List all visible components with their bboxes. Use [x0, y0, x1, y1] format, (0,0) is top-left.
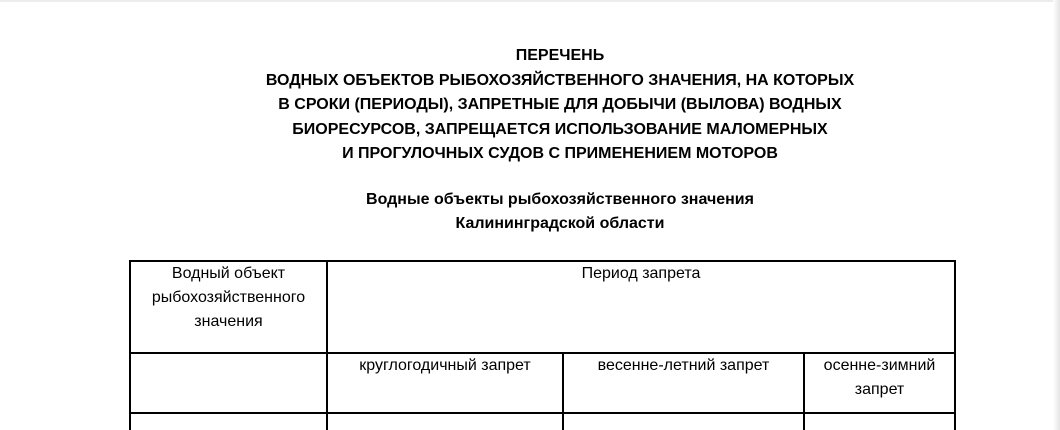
document-title — [200, 44, 920, 167]
title-line: БИОРЕСУРСОВ, ЗАПРЕЩАЕТСЯ ИСПОЛЬЗОВАНИЕ МАЛОМЕРНЫХ — [292, 120, 828, 138]
page-top-edge — [0, 0, 1060, 2]
table-cell — [130, 413, 327, 430]
subheader-cell-empty — [130, 353, 327, 413]
table-header-row — [130, 261, 955, 353]
subheader-cell-year-round: круглогодичный запрет — [327, 353, 563, 413]
subtitle-line: Калининградской области — [455, 215, 665, 232]
header-cell-water-object: Водный объект рыбохозяйственного значения — [130, 261, 327, 353]
table-subheader-row — [130, 353, 955, 413]
table-row — [130, 413, 955, 430]
subtitle-line: Водные объекты рыбохозяйственного значения — [366, 191, 754, 208]
table-cell — [327, 413, 563, 430]
subheader-cell-spring-summer: весенне-летний запрет — [563, 353, 804, 413]
table-cell — [804, 413, 955, 430]
title-line: ПЕРЕЧЕНЬ — [515, 47, 605, 64]
ban-periods-table — [129, 260, 956, 430]
page-right-edge-shadow — [1053, 0, 1060, 430]
table-cell — [563, 413, 804, 430]
header-cell-ban-period: Период запрета — [327, 261, 955, 353]
subheader-cell-autumn-winter: осенне-зимний запрет — [804, 353, 955, 413]
title-line: В СРОКИ (ПЕРИОДЫ), ЗАПРЕТНЫЕ ДЛЯ ДОБЫЧИ (ВЫЛОВА) ВОДНЫХ — [278, 96, 842, 113]
title-line: ВОДНЫХ ОБЪЕКТОВ РЫБОХОЗЯЙСТВЕННОГО ЗНАЧЕНИЯ, НА КОТОРЫХ — [265, 71, 855, 89]
title-line: И ПРОГУЛОЧНЫХ СУДОВ С ПРИМЕНЕНИЕМ МОТОРОВ — [342, 145, 778, 162]
document-subtitle — [200, 188, 920, 236]
